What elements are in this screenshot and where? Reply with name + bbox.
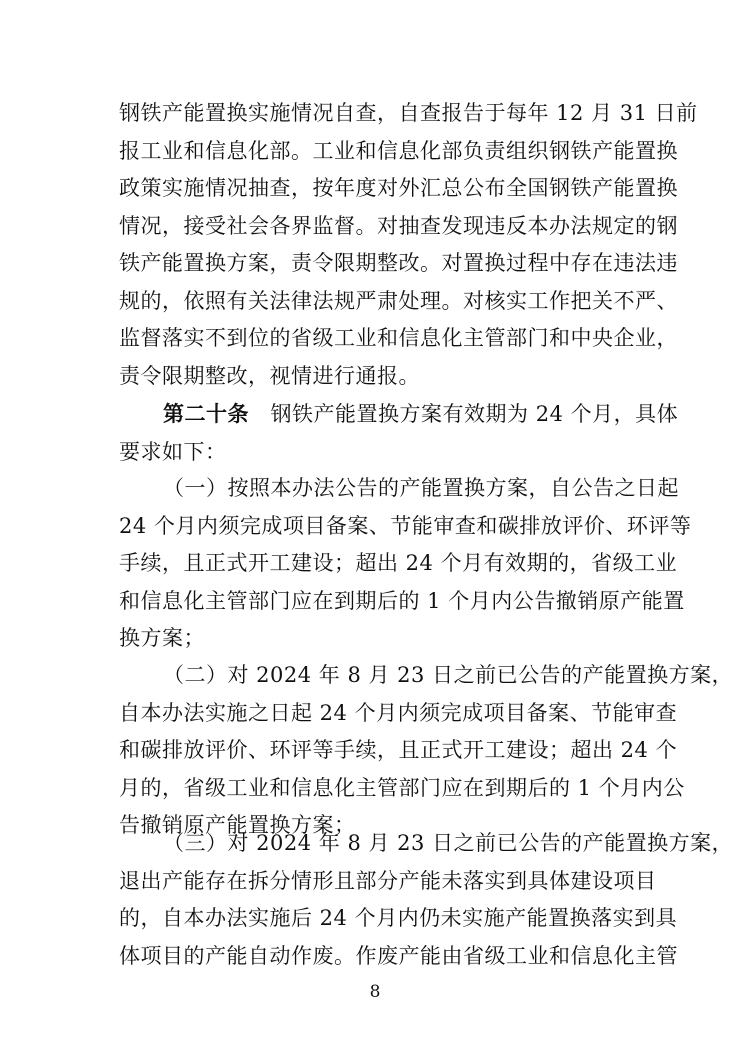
text-line: （一）按照本办法公告的产能置换方案，自公告之日起 (163, 476, 679, 500)
text-line: 和碳排放评价、环评等手续，且正式开工建设；超出 24 个 (119, 738, 678, 762)
paragraph-continuation (119, 95, 698, 395)
text-line: 政策实施情况抽查，按年度对外汇总公布全国钢铁产能置换 (119, 176, 678, 200)
text-line: （二）对 2024 年 8 月 23 日之前已公告的产能置换方案， (163, 663, 734, 687)
page-number: 8 (369, 982, 381, 1002)
text-line: 退出产能存在拆分情形且部分产能未落实到具体建设项目 (119, 868, 657, 893)
article-20 (119, 395, 679, 471)
text-line: 自本办法实施之日起 24 个月内须完成项目备案、节能审查 (119, 700, 678, 725)
text-line: 手续，且正式开工建设；超出 24 个月有效期的，省级工业 (119, 551, 678, 575)
text-line: 的，自本办法实施后 24 个月内仍未实施产能置换落实到具 (119, 906, 678, 930)
text-line: 铁产能置换方案，责令限期整改。对置换过程中存在违法违 (119, 251, 678, 275)
text-line: 和信息化主管部门应在到期后的 1 个月内公告撤销原产能置 (119, 588, 685, 613)
text-line: 规的，依照有关法律法规严肃处理。对核实工作把关不严、 (119, 288, 678, 313)
article-label: 第二十条 (163, 401, 249, 426)
text-line: 告撤销原产能置换方案； (119, 813, 356, 837)
text-line: 24 个月内须完成项目备案、节能审查和碳排放评价、环评等 (119, 513, 692, 538)
text-line: （三）对 2024 年 8 月 23 日之前已公告的产能置换方案， (163, 831, 734, 855)
article-text: 钢铁产能置换方案有效期为 24 个月，具体 (270, 402, 679, 426)
text-line: 报工业和信息化部。工业和信息化部负责组织钢铁产能置换 (119, 138, 678, 163)
text-line: 情况，接受社会各界监督。对抽查发现违反本办法规定的钢 (119, 213, 678, 238)
text-line: 监督落实不到位的省级工业和信息化主管部门和中央企业， (119, 326, 678, 350)
text-line: 月的，省级工业和信息化主管部门应在到期后的 1 个月内公 (119, 775, 685, 800)
text-line: 要求如下： (119, 439, 227, 464)
clause-1 (119, 470, 692, 658)
clause-3 (119, 825, 734, 975)
text-line: 钢铁产能置换实施情况自查，自查报告于每年 12 月 31 日前 (119, 101, 698, 125)
text-line: 换方案； (119, 626, 205, 650)
text-line: 体项目的产能自动作废。作废产能由省级工业和信息化主管 (119, 943, 678, 968)
text-line: 责令限期整改，视情进行通报。 (119, 363, 420, 388)
text-line (119, 395, 679, 434)
